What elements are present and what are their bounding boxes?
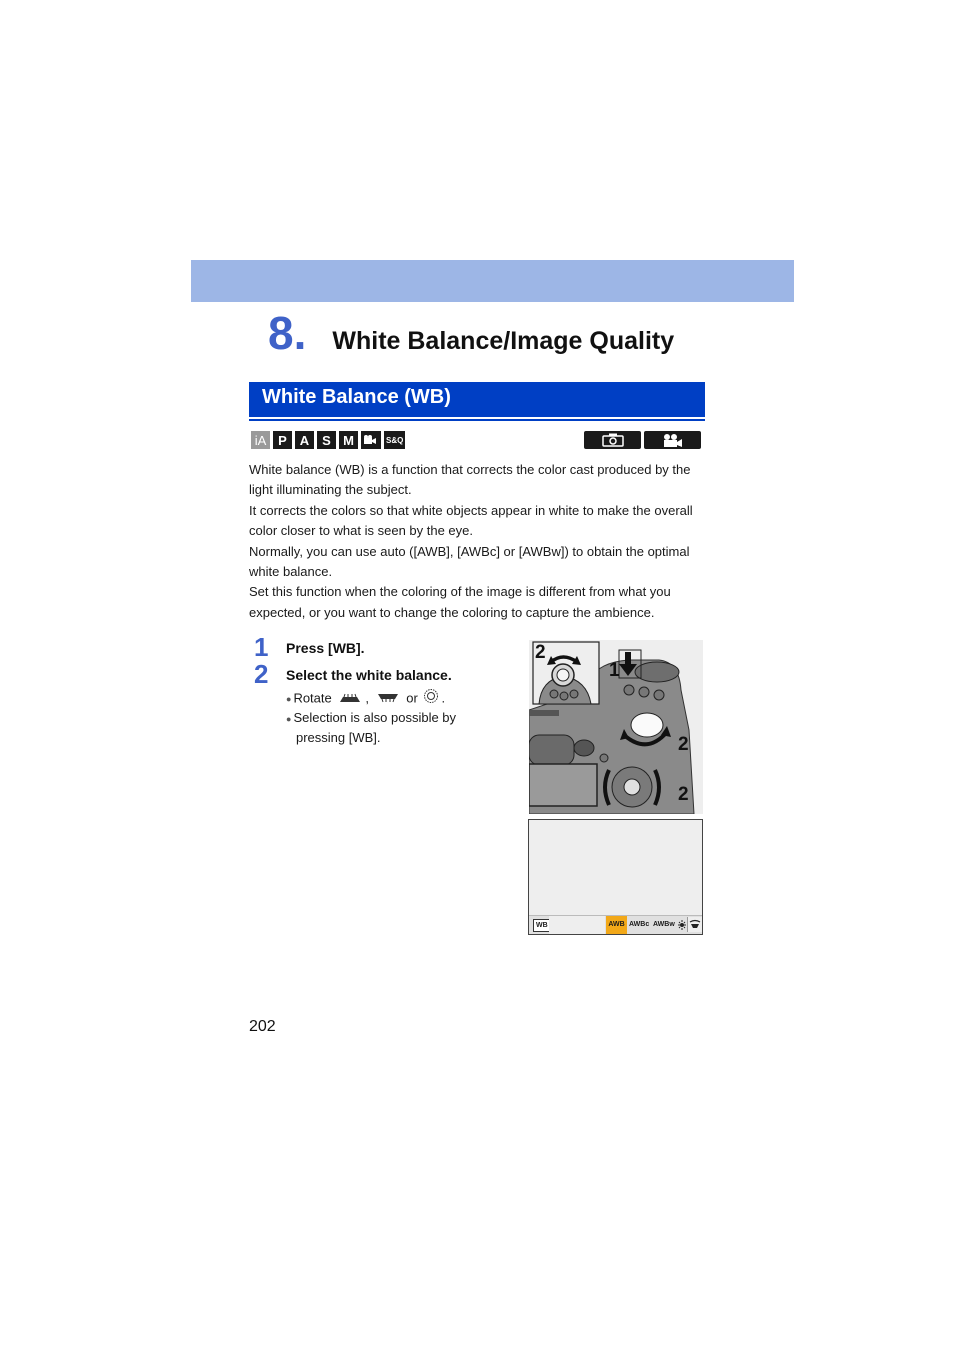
mode-icons [251,431,405,449]
page-number: 202 [249,1018,276,1035]
intro-paragraph: It corrects the colors so that white objects appear in white to make the overall color closer to what is seen by the eye. [249,502,693,539]
mode-m-icon: M [339,431,358,449]
mode-p-icon: P [273,431,292,449]
wb-option-awb[interactable]: AWB [606,916,627,934]
label-step2-right-bottom: 2 [678,784,689,805]
intro-paragraph: Set this function when the coloring of the image is different from what you expected, or you want to change the coloring to capture the ambience. [249,584,671,620]
wb-daylight-icon[interactable] [677,918,687,936]
step-number-2: 2 [254,659,269,689]
mode-sq-icon: S&Q [384,431,405,449]
bullet-dot-icon: ● [286,694,292,705]
wb-selection-bar [529,915,702,934]
bullet-selection-cont: pressing [WB]. [296,730,381,745]
step-text-1: Press [WB]. [286,640,365,656]
wb-option-awbc[interactable]: AWBc [629,921,650,928]
lcd-blank-area [549,916,605,934]
label-step1: 1 [609,660,620,681]
intro-paragraph: Normally, you can use auto ([AWB], [AWBc] or [AWBw]) to obtain the optimal white balance. [249,543,690,580]
header-band [191,260,794,302]
bullet-selection: ● Selection is also possible by [286,710,457,725]
wb-icon: WB [533,919,551,932]
camera-icon [584,431,641,449]
chapter-title: White Balance/Image Quality [332,327,675,355]
label-step2-right-top: 2 [678,734,689,755]
step-number-1: 1 [254,632,269,662]
movie-icon [644,431,701,449]
bullet-dot-icon: ● [286,714,292,724]
section-underline [249,419,705,421]
chapter-number: 8. [268,307,307,359]
mode-a-icon: A [295,431,314,449]
wb-option-awbw[interactable]: AWBw [653,921,675,928]
rear-dial-icon [377,689,399,709]
front-dial-icon [339,689,361,709]
mode-creative-video-icon [361,431,381,449]
lcd-screen [528,819,703,935]
mode-ia-icon: iA [251,431,270,449]
chapter-heading [268,306,674,366]
section-title: White Balance (WB) [262,386,451,408]
label-step2-left: 2 [535,642,546,663]
bullet-rotate: ● Rotate , or . [286,688,445,710]
intro-paragraph: White balance (WB) is a function that corrects the color cast produced by the light illuminating the subject. [249,462,691,498]
intro-text [249,460,705,623]
control-dial-icon [423,688,439,710]
rear-dial-hint-icon [687,917,702,932]
mode-s-icon: S [317,431,336,449]
camera-illustration [529,640,703,814]
step-text-2: Select the white balance. [286,667,452,683]
